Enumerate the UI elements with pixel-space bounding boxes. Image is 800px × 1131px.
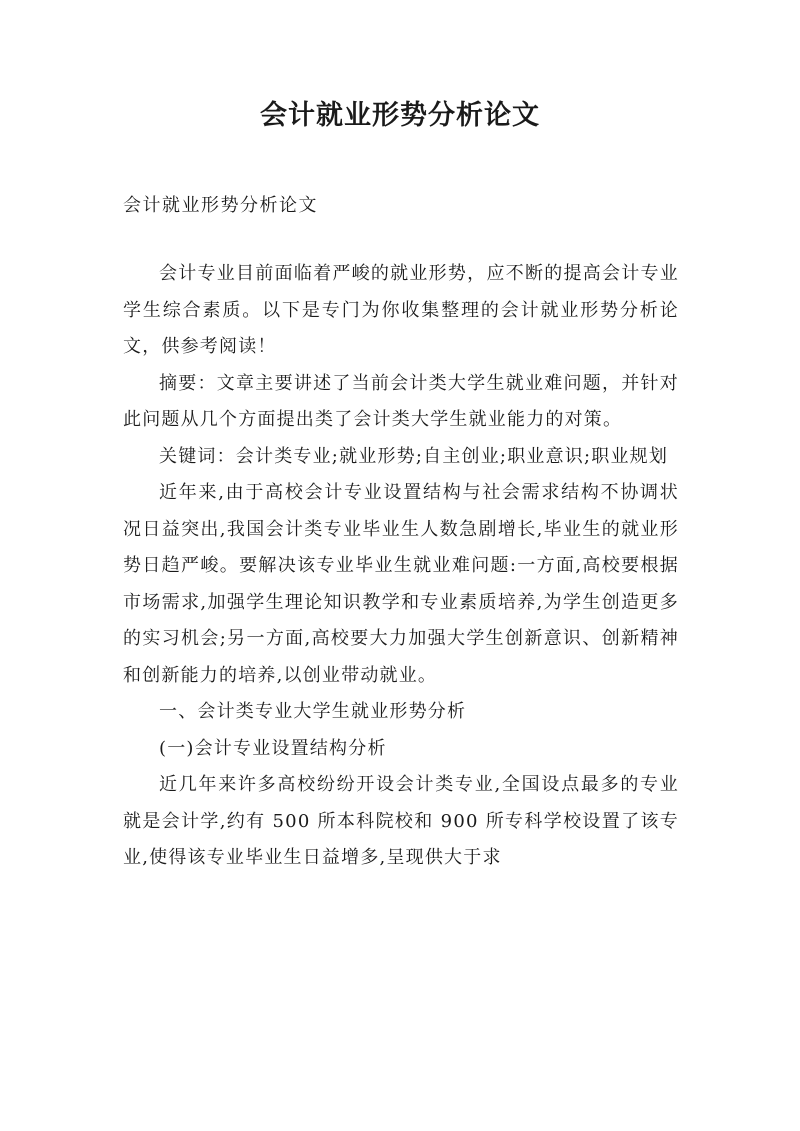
- page-title: 会计就业形势分析论文: [260, 100, 540, 131]
- body-paragraph: 近几年来许多高校纷纷开设会计类专业,全国设点最多的专业就是会计学,约有 500 所本科院校和 900 所专科学校设置了该专业,使得该专业毕业生日益增多,呈现供大于求: [123, 774, 679, 868]
- section-heading: 一、会计类专业大学生就业形势分析: [159, 701, 467, 722]
- document-subtitle: 会计就业形势分析论文: [123, 195, 318, 216]
- subsection-heading: (一)会计专业设置结构分析: [159, 737, 387, 759]
- document-body: [123, 256, 679, 877]
- keywords-paragraph: 关键词：会计类专业;就业形势;自主创业;职业意识;职业规划: [159, 445, 669, 467]
- body-paragraph: 近年来,由于高校会计专业设置结构与社会需求结构不协调状况日益突出,我国会计类专业毕业生人数急剧增长,毕业生的就业形势日趋严峻。要解决该专业毕业生就业难问题:一方面,高校要根据市场需求,加强学生理论知识教学和专业素质培养,为学生创造更多的实习机会;另一方面,高校要大力加强大学生创新意识、创新精神和创新能力的培养,以创业带动就业。: [123, 482, 679, 686]
- intro-paragraph: 会计专业目前面临着严峻的就业形势，应不断的提高会计专业学生综合素质。以下是专门为你收集整理的会计就业形势分析论文，供参考阅读！: [123, 263, 679, 357]
- abstract-paragraph: 摘要：文章主要讲述了当前会计类大学生就业难问题，并针对此问题从几个方面提出类了会计类大学生就业能力的对策。: [123, 372, 679, 430]
